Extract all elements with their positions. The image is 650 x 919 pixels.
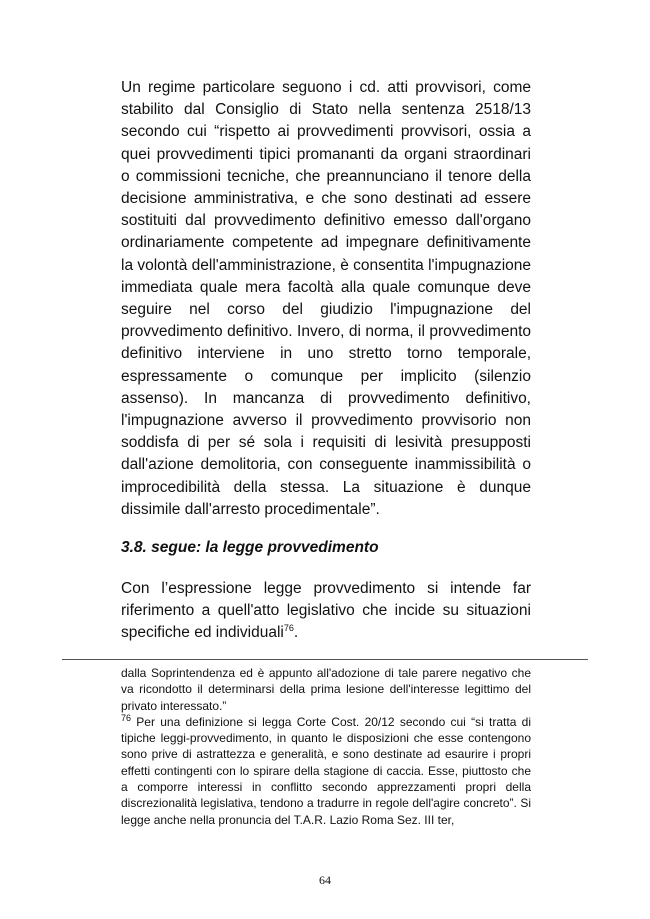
footnote-reference-76[interactable]: 76 bbox=[283, 623, 294, 634]
body-paragraph-atti-provvisori: Un regime particolare seguono i cd. atti provvisori, come stabilito dal Consiglio di Stato nella sentenza 2518/13 secondo cui “rispetto ai provvedimenti provvisori, ossia a quei provvedimenti tipici promananti da organi straordinari o commissioni tecniche, che preannunciano il tenore della decisione amministrativa, e che sono destinati ad essere sostituiti dal provvedimento definitivo emesso dall'organo ordinariamente competente ad impegnare definitivamente la volontà dell'amministrazione, è consentita l'impugnazione immediata quale mera facoltà alla quale comunque deve seguire nel corso del giudizio l'impugnazione del provvedimento definitivo. Invero, di norma, il provvedimento definitivo interviene in uno stretto torno temporale, espressamente o comunque per implicito (silenzio assenso). In mancanza di provvedimento definitivo, l'impugnazione avverso il provvedimento provvisorio non soddisfa di per sé sola i requisiti di lesività presupposti dall'azione demolitoria, con conseguente inammissibilità o improcedibilità della stessa. La situazione è dunque dissimile dall'arresto procedimentale”. bbox=[121, 79, 532, 518]
footnote-continued-text: dalla Soprintendenza ed è appunto all'adozione di tale parere negativo che va ricondotto il determinarsi della prima lesione dell'interesse legittimo del privato interessato.” bbox=[121, 666, 531, 713]
paragraph-end-punctuation: . bbox=[293, 624, 299, 642]
footnote-76-text: Per una definizione si legga Corte Cost. 20/12 secondo cui “si tratta di tipiche leggi-provvedimento, in quanto le disposizioni che esse contengono sono prive di astrattezza e generalità, e sono destinate ad esaurire i propri effetti contingenti con lo spirare della stagione di caccia. Esse, piuttosto che a comporre interessi in conflitto secondo apprezzamenti propri della discrezionalità legislativa, tendono a tradurre in regole dell'agire concreto”. Si legge anche nella pronuncia del T.A.R. Lazio Roma Sez. III ter, bbox=[121, 714, 531, 827]
paragraph-text: Con l’espressione legge provvedimento si intende far riferimento a quell'atto legislativo che incide su situazioni specifiche ed individuali bbox=[121, 580, 531, 642]
page-number: 64 bbox=[319, 873, 331, 887]
footnote-76 bbox=[121, 714, 531, 828]
footnotes-area bbox=[121, 665, 531, 828]
footnote-number-76: 76 bbox=[121, 712, 132, 723]
section-heading: 3.8. segue: la legge provvedimento bbox=[121, 539, 379, 556]
body-paragraph-legge-provvedimento bbox=[121, 578, 531, 645]
footnote-separator bbox=[62, 659, 588, 660]
